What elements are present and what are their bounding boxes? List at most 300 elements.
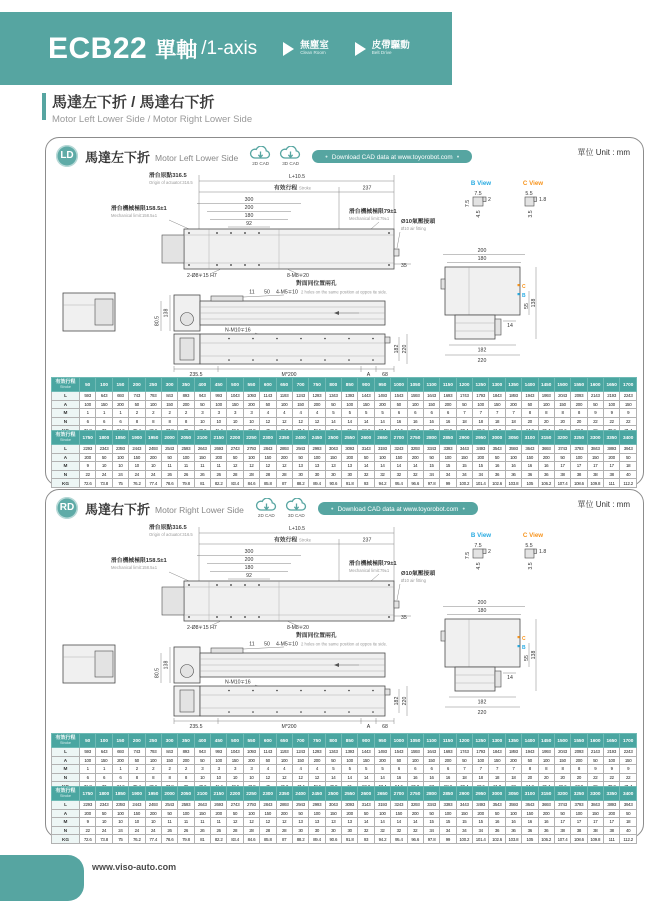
stroke-column-header: 2750 [407, 431, 423, 445]
value-cell: 22 [604, 417, 620, 426]
value-cell: 1093 [243, 748, 259, 757]
value-cell: 1 [96, 409, 112, 418]
value-cell: 50 [227, 809, 243, 818]
value-cell: 26 [178, 470, 194, 479]
value-cell: 200 [604, 453, 620, 462]
value-cell: 2943 [292, 801, 308, 810]
value-cell: 88.2 [292, 835, 308, 844]
stroke-column-header: 2300 [260, 787, 276, 801]
value-cell: 73.8 [96, 835, 112, 844]
value-cell: 200 [342, 453, 358, 462]
value-cell: 2293 [80, 445, 96, 454]
value-cell: 100 [571, 809, 587, 818]
value-cell: 843 [161, 392, 177, 401]
download-cad-link[interactable]: ● Download CAD data at www.toyorobot.com ● [318, 502, 478, 515]
value-cell: 3 [243, 409, 259, 418]
hole-callout-3-en: 2 holes on the same position at oppos ite side. [301, 289, 388, 295]
value-cell: 3493 [473, 801, 489, 810]
value-cell: 200 [309, 756, 325, 765]
stroke-column-header: 1850 [112, 787, 128, 801]
value-cell: 3543 [489, 445, 505, 454]
value-cell: 10 [243, 417, 259, 426]
value-cell: 3843 [587, 445, 603, 454]
value-cell: 1893 [505, 748, 521, 757]
badge-label-zh: 皮帶驅動 [371, 40, 410, 52]
value-cell: 3643 [522, 801, 538, 810]
value-cell: 200 [211, 809, 227, 818]
plan-view [162, 217, 435, 269]
stroke-column-header: 2150 [211, 431, 227, 445]
value-cell: 1 [80, 765, 96, 774]
value-cell: 6 [407, 765, 423, 774]
value-cell: 50 [161, 809, 177, 818]
value-cell: 3593 [505, 445, 521, 454]
value-cell: 22 [80, 826, 96, 835]
value-cell: 38 [571, 470, 587, 479]
stroke-column-header: 3400 [620, 431, 637, 445]
dim-80-5: 80.5 [154, 667, 161, 679]
stroke-column-header: 1900 [129, 431, 145, 445]
value-cell: 893 [178, 392, 194, 401]
value-cell: 100 [211, 756, 227, 765]
stroke-column-header: 300 [161, 378, 177, 392]
value-cell: 3143 [358, 445, 374, 454]
value-cell: 91.8 [342, 835, 358, 844]
table-row [52, 453, 637, 462]
plan-view [162, 569, 435, 621]
value-cell: 1043 [227, 748, 243, 757]
cad-2d [254, 498, 279, 518]
value-cell: 4 [292, 765, 308, 774]
value-cell: 100 [407, 756, 423, 765]
value-cell: 200 [538, 453, 554, 462]
dim-92: 92 [246, 221, 252, 227]
value-cell: 593 [80, 748, 96, 757]
stroke-column-header: 1750 [80, 431, 96, 445]
stroke-column-header: 2550 [342, 787, 358, 801]
b-marker: B [522, 293, 526, 299]
value-cell: 11 [211, 818, 227, 827]
value-cell: 2343 [96, 445, 112, 454]
value-cell: 8 [161, 773, 177, 782]
value-cell: 14 [358, 773, 374, 782]
stroke-column-header: 1200 [456, 378, 472, 392]
value-cell: 34 [423, 470, 439, 479]
c-view-3-5: 3.5 [528, 562, 534, 570]
value-cell: 3493 [473, 445, 489, 454]
value-cell: 3 [227, 409, 243, 418]
mech-limit-right-en: Mechanical limit:79±1 [349, 216, 390, 221]
value-cell: 18 [489, 417, 505, 426]
value-cell: 100 [80, 400, 96, 409]
value-cell: 1193 [276, 748, 292, 757]
value-cell: 50 [423, 809, 439, 818]
feature-badge-cleanroom [283, 41, 329, 56]
dim-237: 237 [362, 185, 372, 192]
stroke-column-header: 3400 [620, 787, 637, 801]
stroke-dim-zh: 有效行程 [274, 185, 298, 192]
stroke-column-header: 200 [129, 378, 145, 392]
value-cell: 2693 [211, 801, 227, 810]
b-view-7-5-top: 7.5 [474, 191, 482, 197]
dim-92: 92 [246, 573, 252, 579]
technical-drawing [49, 517, 639, 729]
stroke-column-header: 2700 [391, 787, 407, 801]
value-cell: 1043 [227, 392, 243, 401]
stroke-column-header: 2050 [178, 431, 194, 445]
value-cell: 17 [554, 818, 570, 827]
stroke-column-header: 50 [80, 734, 96, 748]
value-cell: 8 [571, 765, 587, 774]
panel-title-en: Motor Left Lower Side [155, 152, 239, 163]
value-cell: 36 [522, 470, 538, 479]
value-cell: 15 [440, 818, 456, 827]
value-cell: 200 [342, 809, 358, 818]
stroke-column-header: 1500 [554, 378, 570, 392]
value-cell: 6 [440, 765, 456, 774]
stroke-column-header: 2000 [161, 431, 177, 445]
dim-300: 300 [244, 549, 254, 555]
dim-m200: M*200 [281, 372, 297, 377]
value-cell: 200 [178, 756, 194, 765]
value-cell: 12 [260, 462, 276, 471]
model-type-zh: 單軸 [155, 38, 198, 62]
mech-limit-left-en: Mechanical limit:158.5±1 [111, 565, 158, 570]
dim-35: 35 [401, 263, 407, 269]
stroke-column-header: 2250 [243, 431, 259, 445]
value-cell: 7 [456, 409, 472, 418]
origin-label-zh: 滑台原點316.5 [149, 173, 187, 179]
value-cell: 10 [96, 462, 112, 471]
value-cell: 28 [276, 470, 292, 479]
value-cell: 30 [292, 826, 308, 835]
stroke-column-header: 450 [211, 378, 227, 392]
c-view-5-5: 5.5 [525, 543, 533, 549]
value-cell: 17 [604, 818, 620, 827]
value-cell: 1493 [374, 392, 390, 401]
hole-callout-1: 2-Ø8∓15 H7 [187, 625, 217, 631]
value-cell: 2593 [178, 801, 194, 810]
value-cell: 9 [620, 409, 637, 418]
value-cell: 18 [473, 773, 489, 782]
value-cell: 200 [505, 756, 521, 765]
row-label: M [52, 409, 80, 418]
value-cell: 96.6 [407, 479, 423, 488]
c-view-1-8: 1.8 [539, 549, 547, 555]
value-cell: 3893 [604, 445, 620, 454]
value-cell: 79.8 [178, 479, 194, 488]
value-cell: 12 [276, 462, 292, 471]
value-cell: 1593 [407, 392, 423, 401]
value-cell: 50 [456, 756, 472, 765]
value-cell: 26 [211, 826, 227, 835]
value-cell: 12 [276, 417, 292, 426]
stroke-column-header: 3350 [604, 431, 620, 445]
stroke-table-1 [51, 733, 637, 791]
value-cell: 200 [112, 400, 128, 409]
cad-icons [254, 498, 314, 518]
value-cell: 150 [260, 809, 276, 818]
b-view-2: 2 [488, 549, 491, 555]
end-view [441, 600, 537, 716]
stroke-column-header: 2800 [423, 431, 439, 445]
value-cell: 38 [571, 826, 587, 835]
value-cell: 16 [391, 773, 407, 782]
value-cell: 12 [276, 818, 292, 827]
value-cell: 100 [243, 453, 259, 462]
carriage-dimensions [197, 197, 301, 227]
dim-180: 180 [244, 565, 254, 571]
value-cell: 38 [604, 826, 620, 835]
c-view-title: C View [522, 532, 544, 539]
value-cell: 17 [571, 462, 587, 471]
table-row [52, 400, 637, 409]
cad-3d-label: 3D CAD [287, 513, 305, 518]
value-cell: 3243 [391, 445, 407, 454]
value-cell: 6 [96, 773, 112, 782]
value-cell: 100 [243, 809, 259, 818]
value-cell: 2493 [145, 801, 161, 810]
stroke-column-header: 150 [112, 378, 128, 392]
value-cell: 8 [178, 773, 194, 782]
value-cell: 100 [309, 809, 325, 818]
stroke-column-header: 150 [112, 734, 128, 748]
value-cell: 200 [571, 400, 587, 409]
stroke-table-1 [51, 377, 637, 435]
value-cell: 10 [227, 417, 243, 426]
value-cell: 6 [423, 765, 439, 774]
value-cell: 30 [342, 826, 358, 835]
stroke-column-header: 1650 [604, 734, 620, 748]
value-cell: 20 [522, 773, 538, 782]
value-cell: 99 [440, 835, 456, 844]
value-cell: 30 [309, 470, 325, 479]
value-cell: 3393 [440, 445, 456, 454]
unit-label: 單位 Unit : mm [577, 500, 630, 509]
dim-200-end: 200 [477, 600, 487, 606]
dim-68: 68 [382, 372, 388, 377]
stroke-column-header: 2650 [374, 431, 390, 445]
stroke-column-header: 1600 [587, 734, 603, 748]
stroke-header-cell: 有效行程 Stroke [52, 734, 80, 748]
value-cell: 4 [309, 765, 325, 774]
origin-label-zh: 滑台原點316.5 [149, 525, 187, 531]
value-cell: 16 [522, 462, 538, 471]
value-cell: 10 [129, 462, 145, 471]
value-cell: 200 [243, 756, 259, 765]
origin-label-en: Origin of actuator:316.5 [149, 180, 193, 185]
value-cell: 1843 [489, 748, 505, 757]
value-cell: 13 [292, 818, 308, 827]
value-cell: 12 [227, 818, 243, 827]
value-cell: 5 [374, 409, 390, 418]
value-cell: 8 [538, 765, 554, 774]
value-cell: 2943 [292, 445, 308, 454]
stroke-column-header: 2700 [391, 431, 407, 445]
value-cell: 105 [522, 479, 538, 488]
value-cell: 28 [227, 826, 243, 835]
value-cell: 12 [243, 462, 259, 471]
value-cell: 24 [129, 826, 145, 835]
stroke-column-header: 2900 [456, 787, 472, 801]
value-cell: 38 [554, 470, 570, 479]
stroke-column-header: 1950 [145, 431, 161, 445]
mech-limit-left-en: Mechanical limit:158.5±1 [111, 213, 158, 218]
value-cell: 50 [260, 756, 276, 765]
value-cell: 993 [211, 748, 227, 757]
value-cell: 16 [505, 462, 521, 471]
value-cell: 10 [129, 818, 145, 827]
value-cell: 6 [80, 417, 96, 426]
value-cell: 10 [243, 773, 259, 782]
value-cell: 26 [211, 470, 227, 479]
air-fitting-zh: Ø10氣壓接頭 [401, 219, 436, 225]
value-cell: 36 [505, 470, 521, 479]
value-cell: 743 [129, 748, 145, 757]
value-cell: 3043 [325, 801, 341, 810]
value-cell: 5 [374, 765, 390, 774]
value-cell: 4 [309, 409, 325, 418]
value-cell: 150 [129, 453, 145, 462]
c-marker: C [522, 636, 526, 642]
value-cell: 12 [260, 773, 276, 782]
value-cell: 8 [178, 417, 194, 426]
value-cell: 100 [145, 756, 161, 765]
value-cell: 4 [276, 409, 292, 418]
value-cell: 77.4 [145, 835, 161, 844]
value-cell: 200 [276, 809, 292, 818]
value-cell: 4 [292, 409, 308, 418]
value-cell: 28 [260, 470, 276, 479]
value-cell: 10 [194, 417, 210, 426]
value-cell: 200 [145, 453, 161, 462]
value-cell: 150 [554, 400, 570, 409]
value-cell: 22 [604, 773, 620, 782]
dim-237: 237 [362, 537, 372, 544]
value-cell: 1393 [342, 748, 358, 757]
dim-200: 200 [244, 205, 254, 211]
value-cell: 12 [309, 417, 325, 426]
value-cell: 101.4 [473, 479, 489, 488]
value-cell: 2243 [620, 392, 637, 401]
value-cell: 16 [505, 818, 521, 827]
cad-3d [278, 146, 303, 166]
value-cell: 3893 [604, 801, 620, 810]
value-cell: 200 [407, 809, 423, 818]
badge-label-zh: 無塵室 [300, 40, 329, 52]
value-cell: 100 [374, 809, 390, 818]
value-cell: 72.6 [80, 479, 96, 488]
stroke-column-header: 700 [292, 378, 308, 392]
value-cell: 8 [538, 409, 554, 418]
value-cell: 2 [161, 409, 177, 418]
value-cell: 8 [161, 417, 177, 426]
section-title-en: Motor Left Lower Side / Motor Right Lower Side [52, 114, 253, 125]
value-cell: 2843 [260, 801, 276, 810]
value-cell: 15 [456, 818, 472, 827]
value-cell: 1993 [538, 392, 554, 401]
value-cell: 1 [112, 409, 128, 418]
value-cell: 85.8 [260, 479, 276, 488]
stroke-column-header: 650 [276, 734, 292, 748]
value-cell: 50 [292, 453, 308, 462]
value-cell: 3 [211, 409, 227, 418]
value-cell: 28 [260, 826, 276, 835]
value-cell: 793 [145, 748, 161, 757]
stroke-column-header: 2800 [423, 787, 439, 801]
stroke-column-header: 2250 [243, 787, 259, 801]
hole-callout-3: 4-M5∓10 [276, 641, 298, 648]
stroke-column-header: 3100 [522, 787, 538, 801]
value-cell: 2543 [161, 445, 177, 454]
value-cell: 100 [505, 453, 521, 462]
row-label: L [52, 392, 80, 401]
value-cell: 3693 [538, 445, 554, 454]
value-cell: 15 [473, 462, 489, 471]
stroke-column-header: 3050 [505, 787, 521, 801]
value-cell: 14 [374, 818, 390, 827]
value-cell: 150 [456, 453, 472, 462]
value-cell: 7 [489, 765, 505, 774]
value-cell: 93 [358, 479, 374, 488]
value-cell: 7 [473, 765, 489, 774]
value-cell: 2993 [309, 801, 325, 810]
value-cell: 100 [178, 809, 194, 818]
stroke-column-header: 1050 [407, 378, 423, 392]
c-view-detail [523, 180, 546, 218]
table-row [52, 818, 637, 827]
value-cell: 8 [145, 417, 161, 426]
value-cell: 26 [161, 470, 177, 479]
value-cell: 14 [325, 417, 341, 426]
stroke-column-header: 2900 [456, 431, 472, 445]
download-cad-link[interactable]: ● Download CAD data at www.toyorobot.com ● [312, 150, 472, 163]
value-cell: 112.2 [620, 835, 637, 844]
value-cell: 50 [325, 400, 341, 409]
value-cell: 100 [211, 400, 227, 409]
dim-a: A [366, 724, 371, 729]
stroke-column-header: 600 [260, 378, 276, 392]
value-cell: 643 [96, 392, 112, 401]
value-cell: 200 [473, 809, 489, 818]
value-cell: 106.2 [538, 479, 554, 488]
value-cell: 150 [227, 400, 243, 409]
value-cell: 36 [522, 826, 538, 835]
value-cell: 50 [358, 809, 374, 818]
value-cell: 22 [620, 773, 637, 782]
value-cell: 32 [358, 470, 374, 479]
value-cell: 200 [538, 809, 554, 818]
value-cell: 100 [342, 756, 358, 765]
stroke-column-header: 1850 [112, 431, 128, 445]
value-cell: 10 [112, 462, 128, 471]
value-cell: 2493 [145, 445, 161, 454]
value-cell: 5 [358, 765, 374, 774]
value-cell: 109.8 [587, 479, 603, 488]
value-cell: 100 [538, 400, 554, 409]
value-cell: 91.8 [342, 479, 358, 488]
stroke-column-header: 1800 [96, 431, 112, 445]
dim-50: 50 [264, 641, 270, 648]
value-cell: 84.6 [243, 479, 259, 488]
value-cell: 2743 [227, 801, 243, 810]
value-cell: 100 [604, 756, 620, 765]
stroke-column-header: 3000 [489, 431, 505, 445]
value-cell: 15 [440, 462, 456, 471]
value-cell: 30 [325, 826, 341, 835]
value-cell: 1093 [243, 392, 259, 401]
value-cell: 12 [260, 818, 276, 827]
